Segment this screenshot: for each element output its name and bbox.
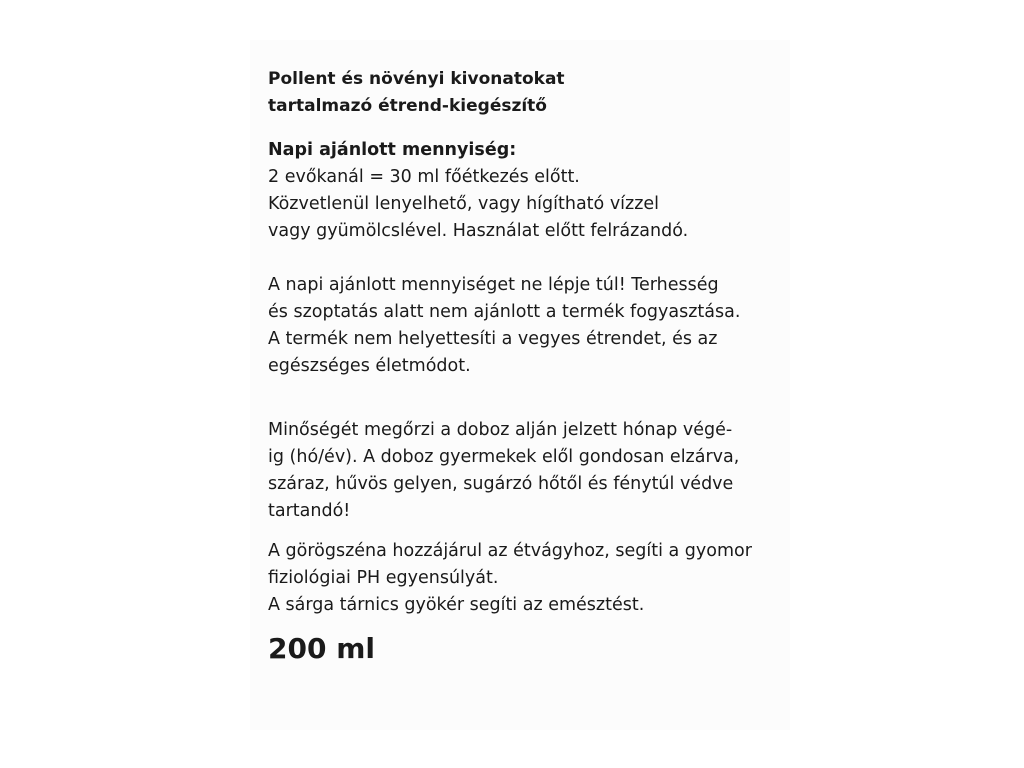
title-line: Pollent és növényi kivonatokat xyxy=(268,69,565,89)
warning-line: A napi ajánlott mennyiséget ne lépje túl! Terhesség xyxy=(268,275,719,295)
title-line: tartalmazó étrend-kiegészítő xyxy=(268,96,547,116)
storage-line: Minőségét megőrzi a doboz alján jelzett hónap végé- xyxy=(268,420,733,440)
product-title xyxy=(268,66,808,120)
storage-line: ig (hó/év). A doboz gyermekek elől gondosan elzárva, xyxy=(268,447,740,467)
storage-line: száraz, hűvös gelyen, sugárzó hőtől és fénytúl védve xyxy=(268,474,734,494)
daily-dose-line: Közvetlenül lenyelhető, vagy hígítható vízzel xyxy=(268,194,660,214)
storage-section xyxy=(268,417,808,525)
warnings-section xyxy=(268,272,808,380)
effects-line: A görögszéna hozzájárul az étvágyhoz, segíti a gyomor xyxy=(268,541,752,561)
effects-section xyxy=(268,538,808,619)
warning-line: A termék nem helyettesíti a vegyes étrendet, és az xyxy=(268,329,718,349)
daily-dose-section xyxy=(268,137,808,245)
warning-line: és szoptatás alatt nem ajánlott a termék fogyasztása. xyxy=(268,302,741,322)
warning-line: egészséges életmódot. xyxy=(268,356,471,376)
storage-line: tartandó! xyxy=(268,501,351,521)
volume-label: 200 ml xyxy=(268,632,375,665)
daily-dose-line: 2 evőkanál = 30 ml főétkezés előtt. xyxy=(268,167,580,187)
daily-dose-line: vagy gyümölcslével. Használat előtt felrázandó. xyxy=(268,221,689,241)
effects-line: A sárga tárnics gyökér segíti az emésztést. xyxy=(268,595,645,615)
effects-line: fiziológiai PH egyensúlyát. xyxy=(268,568,499,588)
product-label xyxy=(268,66,808,666)
daily-dose-heading: Napi ajánlott mennyiség: xyxy=(268,140,517,160)
